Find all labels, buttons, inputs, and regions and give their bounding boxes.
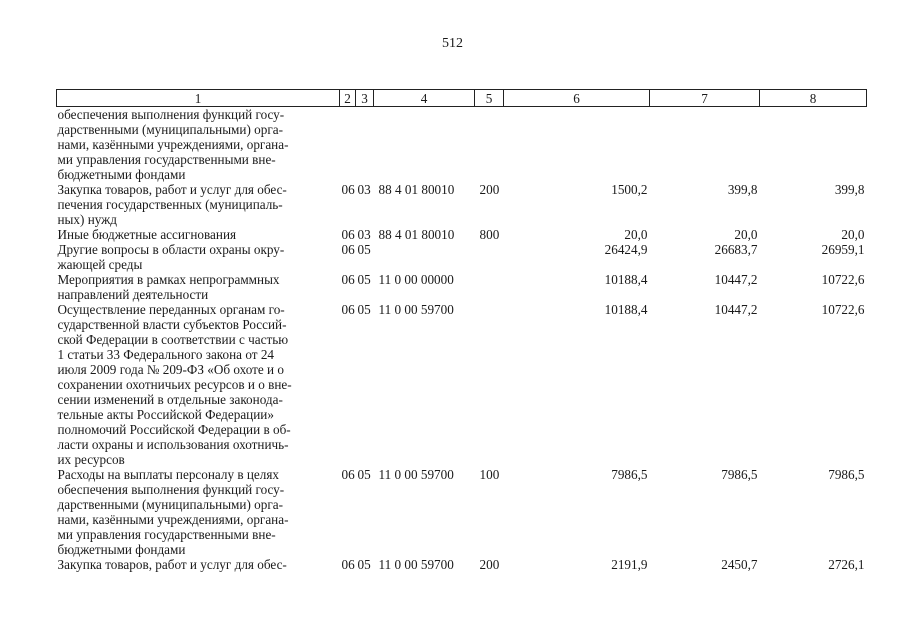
subsection-code: 03	[357, 227, 371, 242]
row-name-line: жающей среды	[57, 257, 143, 272]
subsection-code: 05	[357, 272, 371, 287]
table-row	[57, 467, 867, 557]
target-article-code: 11 0 00 00000	[378, 272, 454, 287]
row-name	[57, 242, 340, 272]
amount-col-8: 10722,6	[821, 272, 865, 287]
section-code: 06	[341, 182, 355, 197]
amount-col-8	[760, 107, 867, 183]
target-article-code	[374, 107, 475, 183]
table-row	[57, 227, 867, 242]
amount-col-6: 26424,9	[604, 242, 648, 257]
amount-col-7: 7986,5	[721, 467, 758, 482]
row-name-line: июля 2009 года № 209-ФЗ «Об охоте и о	[57, 362, 284, 377]
expense-type-code: 800	[479, 227, 500, 242]
row-name-line: Иные бюджетные ассигнования	[57, 227, 237, 242]
target-article-code: 11 0 00 59700	[378, 302, 454, 317]
expense-type-code	[475, 107, 504, 183]
section-code: 06	[341, 272, 355, 287]
row-name-line: ных) нужд	[57, 212, 117, 227]
budget-table	[56, 89, 867, 572]
amount-col-7: 2450,7	[721, 557, 758, 572]
target-article-code: 88 4 01 80010	[378, 227, 455, 242]
expense-type-code	[475, 242, 504, 272]
row-name-line: 1 статьи 33 Федерального закона от 24	[57, 347, 275, 362]
subsection-code	[356, 107, 374, 183]
section-code: 06	[341, 557, 355, 572]
amount-col-8: 10722,6	[821, 302, 865, 317]
row-name-line: сударственной власти субъектов Россий-	[57, 317, 287, 332]
row-name-line: бюджетными фондами	[57, 542, 186, 557]
amount-col-7: 26683,7	[714, 242, 758, 257]
row-name	[57, 557, 340, 572]
amount-col-6: 1500,2	[611, 182, 648, 197]
column-header-5: 5	[475, 90, 504, 107]
amount-col-7: 10447,2	[714, 302, 758, 317]
row-name-line: ской Федерации в соответствии с частью	[57, 332, 289, 347]
row-name-line: их ресурсов	[57, 452, 125, 467]
column-header-3: 3	[356, 90, 374, 107]
table-row	[57, 272, 867, 302]
section-code: 06	[341, 302, 355, 317]
expense-type-code	[475, 272, 504, 302]
subsection-code: 05	[357, 467, 371, 482]
amount-col-8: 2726,1	[828, 557, 865, 572]
column-header-4: 4	[374, 90, 475, 107]
row-name-line: тельные акты Российской Федерации»	[57, 407, 274, 422]
amount-col-6	[504, 107, 650, 183]
target-article-code: 88 4 01 80010	[378, 182, 455, 197]
expense-type-code: 200	[479, 557, 500, 572]
subsection-code: 03	[357, 182, 371, 197]
row-name-line: сении изменений в отдельные законода-	[57, 392, 283, 407]
section-code	[340, 107, 356, 183]
table-row	[57, 557, 867, 572]
row-name	[57, 227, 340, 242]
row-name	[57, 302, 340, 467]
row-name	[57, 107, 340, 183]
expense-type-code	[475, 302, 504, 467]
table-row	[57, 182, 867, 227]
page-number: 512	[442, 36, 463, 51]
section-code: 06	[341, 227, 355, 242]
target-article-code: 11 0 00 59700	[378, 467, 454, 482]
table-row	[57, 242, 867, 272]
target-article-code: 11 0 00 59700	[378, 557, 454, 572]
row-name	[57, 272, 340, 302]
amount-col-7	[650, 107, 760, 183]
target-article-code	[374, 242, 475, 272]
row-name-line: сохранении охотничьих ресурсов и о вне-	[57, 377, 292, 392]
expense-type-code: 100	[479, 467, 500, 482]
amount-col-6: 2191,9	[611, 557, 648, 572]
row-name-line: дарственными (муниципальными) орга-	[57, 497, 283, 512]
row-name-line: печения государственных (муниципаль-	[57, 197, 283, 212]
amount-col-7: 20,0	[734, 227, 758, 242]
row-name-line: Осуществление переданных органам го-	[57, 302, 285, 317]
row-name-line: ми управления государственными вне-	[57, 527, 276, 542]
row-name-line: полномочий Российской Федерации в об-	[57, 422, 291, 437]
amount-col-6: 7986,5	[611, 467, 648, 482]
row-name-line: ми управления государственными вне-	[57, 152, 276, 167]
amount-col-7: 399,8	[727, 182, 758, 197]
row-name-line: дарственными (муниципальными) орга-	[57, 122, 283, 137]
row-name-line: ласти охраны и использования охотничь-	[57, 437, 289, 452]
subsection-code: 05	[357, 302, 371, 317]
amount-col-8: 399,8	[834, 182, 865, 197]
expense-type-code: 200	[479, 182, 500, 197]
amount-col-8: 26959,1	[821, 242, 865, 257]
column-header-2: 2	[340, 90, 356, 107]
table-header	[57, 90, 867, 107]
row-name-line: бюджетными фондами	[57, 167, 186, 182]
subsection-code: 05	[357, 242, 371, 257]
row-name-line: направлений деятельности	[57, 287, 209, 302]
amount-col-7: 10447,2	[714, 272, 758, 287]
section-code: 06	[341, 242, 355, 257]
row-name-line: Мероприятия в рамках непрограммных	[57, 272, 280, 287]
table-row	[57, 302, 867, 467]
row-name-line: обеспечения выполнения функций госу-	[57, 482, 285, 497]
table-row	[57, 107, 867, 183]
row-name-line: Закупка товаров, работ и услуг для обес-	[57, 557, 287, 572]
header-row	[57, 90, 867, 107]
row-name-line: нами, казёнными учреждениями, органа-	[57, 137, 289, 152]
row-name-line: обеспечения выполнения функций госу-	[57, 107, 285, 122]
column-header-1: 1	[57, 90, 340, 107]
row-name	[57, 467, 340, 557]
amount-col-8: 7986,5	[828, 467, 865, 482]
column-header-6: 6	[504, 90, 650, 107]
row-name-line: Расходы на выплаты персоналу в целях	[57, 467, 280, 482]
table-body	[57, 107, 867, 573]
amount-col-8: 20,0	[841, 227, 865, 242]
amount-col-6: 10188,4	[604, 302, 648, 317]
row-name-line: нами, казёнными учреждениями, органа-	[57, 512, 289, 527]
subsection-code: 05	[357, 557, 371, 572]
column-header-7: 7	[650, 90, 760, 107]
row-name	[57, 182, 340, 227]
row-name-line: Другие вопросы в области охраны окру-	[57, 242, 285, 257]
column-header-8: 8	[760, 90, 867, 107]
section-code: 06	[341, 467, 355, 482]
amount-col-6: 10188,4	[604, 272, 648, 287]
amount-col-6: 20,0	[624, 227, 648, 242]
row-name-line: Закупка товаров, работ и услуг для обес-	[57, 182, 287, 197]
